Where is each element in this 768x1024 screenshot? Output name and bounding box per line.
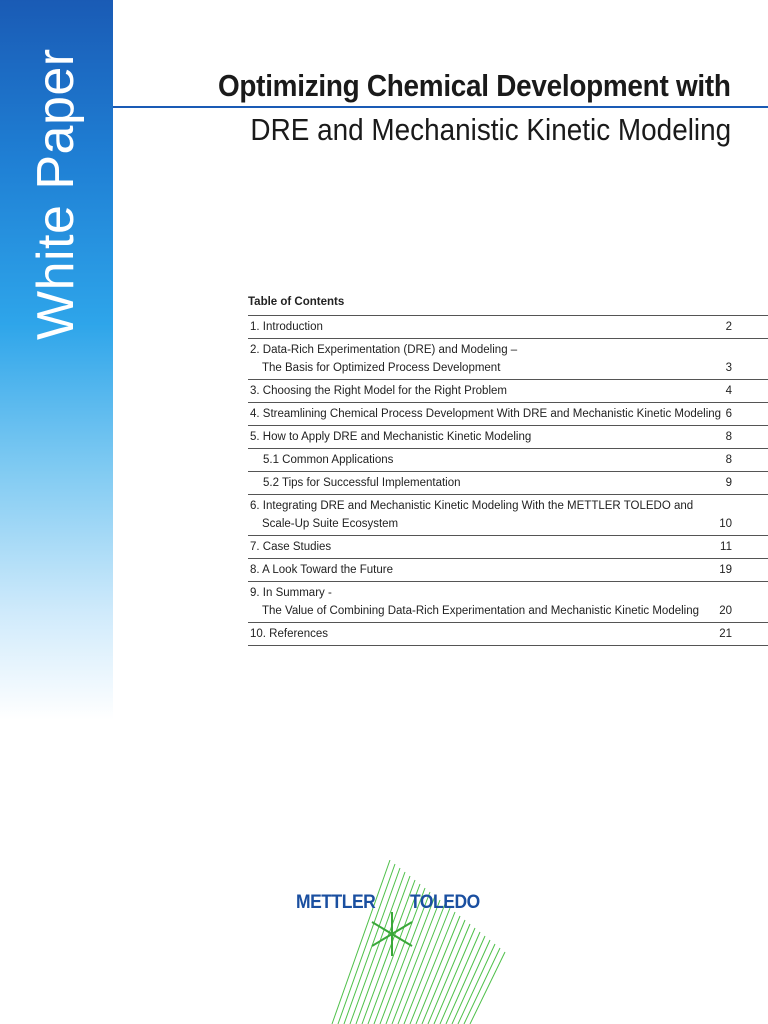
toc-entry-line1: 9. In Summary -: [250, 587, 332, 599]
toc-entry[interactable]: [248, 426, 768, 449]
sidebar-band: [0, 0, 113, 720]
toc-entry-page: 8: [725, 431, 732, 443]
toc-entry-line1: 6. Integrating DRE and Mechanistic Kinetic Modeling With the METTLER TOLEDO and: [250, 500, 694, 512]
toc-entry[interactable]: [248, 472, 768, 495]
toc-entry-title: 5. How to Apply DRE and Mechanistic Kinetic Modeling: [250, 431, 532, 443]
toc-entry-title: 8. A Look Toward the Future: [250, 564, 393, 576]
toc-entry-title: 4. Streamlining Chemical Process Development With DRE and Mechanistic Kinetic Modeling: [250, 408, 722, 420]
title-divider: [113, 106, 768, 108]
toc-entry[interactable]: [248, 380, 768, 403]
mettler-toledo-logo: [232, 860, 512, 1024]
toc-entry-page: 8: [725, 454, 732, 466]
toc-entry-page: 10: [719, 518, 732, 530]
logo-text-toledo: TOLEDO: [410, 892, 480, 913]
toc-entry[interactable]: [248, 536, 768, 559]
toc-entry-page: 2: [725, 321, 732, 333]
toc-entry-page: 4: [725, 385, 732, 397]
toc-entry-page: 21: [719, 628, 732, 640]
page-subtitle: DRE and Mechanistic Kinetic Modeling: [250, 112, 731, 147]
toc-entry-title: [250, 497, 718, 533]
toc-entry-title: 7. Case Studies: [250, 541, 332, 553]
toc-entry-line2: The Basis for Optimized Process Development: [262, 362, 501, 374]
table-of-contents: [248, 294, 768, 646]
toc-entry[interactable]: [248, 582, 768, 623]
toc-entry[interactable]: [248, 403, 768, 426]
toc-entry[interactable]: [248, 623, 768, 646]
toc-entry-title: 1. Introduction: [250, 321, 323, 333]
toc-entry-page: 19: [719, 564, 732, 576]
toc-entry-title: 5.2 Tips for Successful Implementation: [263, 477, 461, 489]
toc-entry-page: 3: [725, 362, 732, 374]
toc-entry-line1: 2. Data-Rich Experimentation (DRE) and Modeling –: [250, 344, 518, 356]
toc-entry-page: 6: [725, 408, 732, 420]
toc-entry-page: 20: [719, 605, 732, 617]
toc-entry-title: 3. Choosing the Right Model for the Right Problem: [250, 385, 507, 397]
toc-entry[interactable]: [248, 495, 768, 536]
toc-entry[interactable]: [248, 449, 768, 472]
sidebar-label: White Paper: [27, 48, 85, 340]
toc-heading: Table of Contents: [248, 294, 768, 316]
toc-entry-line2: The Value of Combining Data-Rich Experimentation and Mechanistic Kinetic Modeling: [262, 605, 700, 617]
toc-entry-title: [250, 341, 718, 377]
toc-entry[interactable]: [248, 339, 768, 380]
toc-entry[interactable]: [248, 316, 768, 339]
toc-entry-title: 10. References: [250, 628, 328, 640]
toc-entry-page: 9: [725, 477, 732, 489]
toc-entry[interactable]: [248, 559, 768, 582]
toc-entry-page: 11: [720, 541, 732, 553]
toc-entry-title: 5.1 Common Applications: [263, 454, 394, 466]
toc-entry-title: [250, 584, 718, 620]
toc-entry-line2: Scale-Up Suite Ecosystem: [262, 518, 399, 530]
logo-lines-graphic: [232, 860, 512, 1024]
logo-text-mettler: METTLER: [296, 892, 376, 913]
page-title: Optimizing Chemical Development with: [218, 68, 731, 103]
